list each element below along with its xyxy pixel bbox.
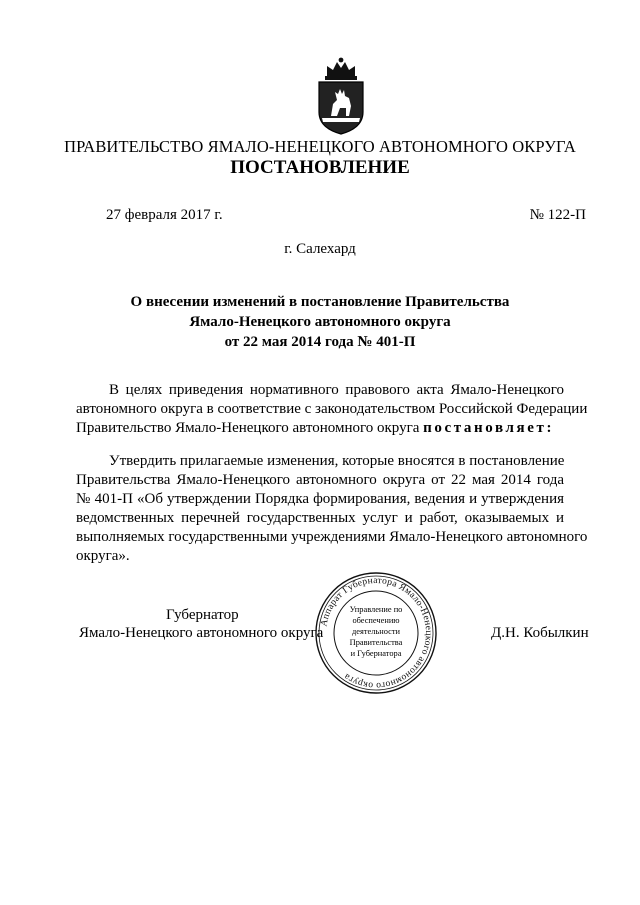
paragraph-line-text: Правительство Ямало-Ненецкого автономного округа (76, 420, 420, 436)
signatory-title-line2: Ямало-Ненецкого автономного округа (79, 625, 324, 641)
subject-line: от 22 мая 2014 года № 401-П (224, 334, 416, 350)
seal-line: и Губернатора (350, 649, 402, 658)
coat-of-arms-icon (313, 56, 369, 136)
paragraph-line: № 401-П «Об утверждении Порядка формирования, ведения и утверждения (76, 491, 564, 507)
paragraph-line: Утвердить прилагаемые изменения, которые вносятся в постановление (109, 453, 565, 469)
paragraph-line: ведомственных перечней государственных услуг и работ, оказываемых и (76, 510, 564, 526)
seal-line: деятельности (352, 627, 400, 636)
document-number: № 122-П (529, 207, 586, 223)
subject-line: Ямало-Ненецкого автономного округа (189, 314, 451, 330)
seal-ring-text: Аппарат Губернатора Ямало-Ненецкого автономного округа (319, 575, 434, 691)
decision-paragraph (76, 452, 588, 566)
subject-line: О внесении изменений в постановление Правительства (130, 294, 510, 310)
preamble-paragraph (76, 381, 588, 438)
paragraph-line: В целях приведения нормативного правового акта Ямало-Ненецкого (109, 382, 564, 398)
paragraph-line: автономного округа в соответствие с законодательством Российской Федерации (76, 401, 588, 417)
seal-center-text (334, 604, 418, 659)
seal-line: Управление по (349, 605, 403, 614)
paragraph-line (76, 419, 564, 438)
document-date: 27 февраля 2017 г. (106, 207, 223, 223)
signatory-title-line1: Губернатор (166, 607, 239, 623)
government-name: ПРАВИТЕЛЬСТВО ЯМАЛО-НЕНЕЦКОГО АВТОНОМНОГО ОКРУГА (64, 137, 576, 156)
document-subject (0, 292, 640, 352)
decree-word: постановляет: (423, 420, 555, 436)
document-type: ПОСТАНОВЛЕНИЕ (230, 157, 410, 178)
signatory-name: Д.Н. Кобылкин (491, 625, 589, 641)
paragraph-line: округа». (76, 548, 130, 564)
paragraph-line: выполняемых государственными учреждениями Ямало-Ненецкого автономного (76, 529, 588, 545)
seal-line: обеспечению (352, 616, 400, 625)
paragraph-line: Правительства Ямало-Ненецкого автономного округа от 22 мая 2014 года (76, 472, 564, 488)
document-city: г. Салехард (284, 241, 356, 257)
seal-line: Правительства (349, 638, 403, 647)
